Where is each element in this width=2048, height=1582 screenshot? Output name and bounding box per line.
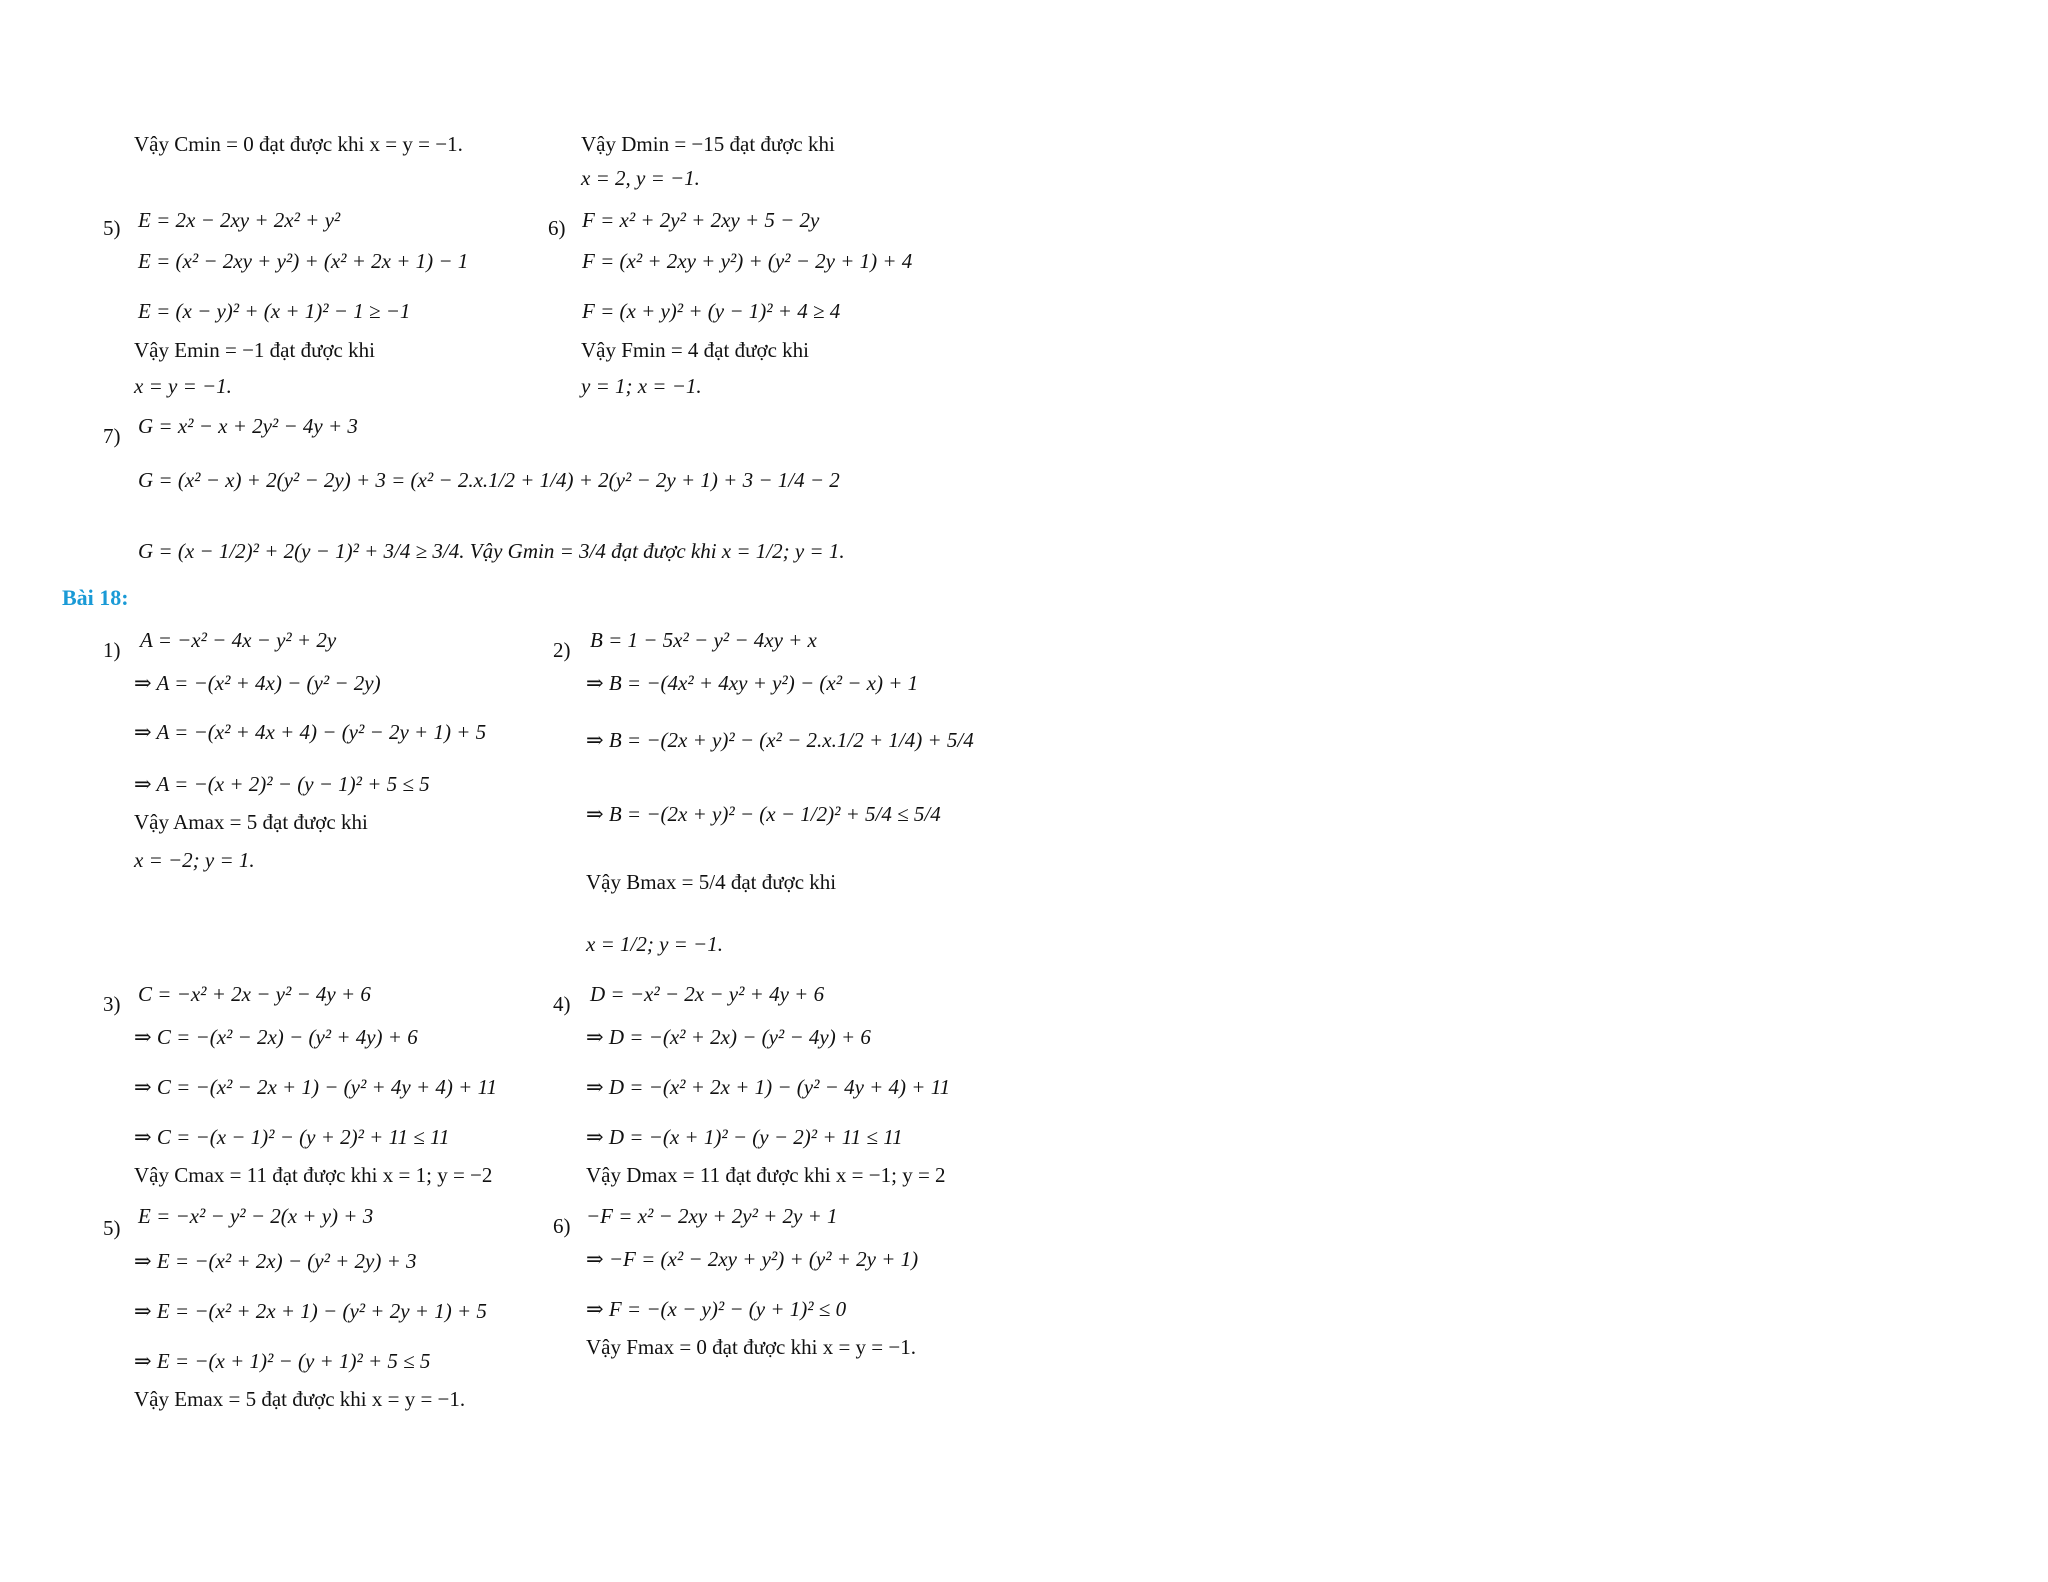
- conclusion-d-min-values: x = 2, y = −1.: [581, 166, 700, 190]
- conclusion-line: Vậy Dmax = 11 đạt được khi x = −1; y = 2: [586, 1163, 946, 1187]
- math-line: A = −x² − 4x − y² + 2y: [140, 628, 337, 652]
- math-line: ⇒ B = −(2x + y)² − (x − 1/2)² + 5/4 ≤ 5/4: [586, 802, 941, 826]
- math-line: ⇒ C = −(x² − 2x) − (y² + 4y) + 6: [134, 1025, 418, 1049]
- problem-number-5b: 5): [103, 1216, 121, 1240]
- math-line: ⇒ D = −(x + 1)² − (y − 2)² + 11 ≤ 11: [586, 1125, 903, 1149]
- math-line: C = −x² + 2x − y² − 4y + 6: [138, 982, 371, 1006]
- math-line: F = x² + 2y² + 2xy + 5 − 2y: [582, 208, 820, 232]
- math-line: E = (x² − 2xy + y²) + (x² + 2x + 1) − 1: [138, 249, 469, 273]
- math-line: ⇒ C = −(x − 1)² − (y + 2)² + 11 ≤ 11: [134, 1125, 450, 1149]
- math-line: B = 1 − 5x² − y² − 4xy + x: [590, 628, 817, 652]
- conclusion-values: x = −2; y = 1.: [134, 848, 255, 872]
- math-line: ⇒ −F = (x² − 2xy + y²) + (y² + 2y + 1): [586, 1247, 919, 1271]
- math-line: ⇒ E = −(x + 1)² − (y + 1)² + 5 ≤ 5: [134, 1349, 431, 1373]
- conclusion-d-min: Vậy Dmin = −15 đạt được khi: [581, 132, 835, 156]
- math-line: E = −x² − y² − 2(x + y) + 3: [138, 1204, 374, 1228]
- math-line: F = (x + y)² + (y − 1)² + 4 ≥ 4: [582, 299, 841, 323]
- conclusion-values: x = y = −1.: [134, 374, 232, 398]
- math-line: E = 2x − 2xy + 2x² + y²: [138, 208, 341, 232]
- conclusion-line: Vậy Emax = 5 đạt được khi x = y = −1.: [134, 1387, 466, 1411]
- problem-number-1: 1): [103, 638, 121, 662]
- conclusion-line: Vậy Amax = 5 đạt được khi: [134, 810, 368, 834]
- conclusion-c-min: Vậy Cmin = 0 đạt được khi x = y = −1.: [134, 132, 463, 156]
- math-line: ⇒ F = −(x − y)² − (y + 1)² ≤ 0: [586, 1297, 847, 1321]
- math-line: ⇒ D = −(x² + 2x + 1) − (y² − 4y + 4) + 11: [586, 1075, 951, 1099]
- section-heading: Bài 18:: [62, 585, 129, 610]
- math-line: ⇒ B = −(4x² + 4xy + y²) − (x² − x) + 1: [586, 671, 919, 695]
- math-line: ⇒ D = −(x² + 2x) − (y² − 4y) + 6: [586, 1025, 871, 1049]
- math-line: G = x² − x + 2y² − 4y + 3: [138, 414, 358, 438]
- math-line: F = (x² + 2xy + y²) + (y² − 2y + 1) + 4: [582, 249, 913, 273]
- math-line: ⇒ B = −(2x + y)² − (x² − 2.x.1/2 + 1/4) + 5/4: [586, 728, 974, 752]
- conclusion-line: Vậy Emin = −1 đạt được khi: [134, 338, 375, 362]
- math-line: E = (x − y)² + (x + 1)² − 1 ≥ −1: [138, 299, 411, 323]
- math-line: −F = x² − 2xy + 2y² + 2y + 1: [586, 1204, 838, 1228]
- math-line: ⇒ E = −(x² + 2x + 1) − (y² + 2y + 1) + 5: [134, 1299, 487, 1323]
- conclusion-line: Vậy Bmax = 5/4 đạt được khi: [586, 870, 837, 894]
- problem-number-2: 2): [553, 638, 571, 662]
- math-line: ⇒ A = −(x² + 4x) − (y² − 2y): [134, 671, 381, 695]
- conclusion-values: x = 1/2; y = −1.: [586, 932, 723, 956]
- math-line: ⇒ C = −(x² − 2x + 1) − (y² + 4y + 4) + 11: [134, 1075, 498, 1099]
- problem-number-3: 3): [103, 992, 121, 1016]
- math-line: G = (x² − x) + 2(y² − 2y) + 3 = (x² − 2.x.1/2 + 1/4) + 2(y² − 2y + 1) + 3 − 1/4 − 2: [138, 468, 840, 492]
- math-line: ⇒ A = −(x² + 4x + 4) − (y² − 2y + 1) + 5: [134, 720, 487, 744]
- problem-number-4: 4): [553, 992, 571, 1016]
- problem-number-5: 5): [103, 216, 121, 240]
- conclusion-line: Vậy Fmin = 4 đạt được khi: [581, 338, 809, 362]
- problem-number-6: 6): [548, 216, 566, 240]
- math-line: ⇒ E = −(x² + 2x) − (y² + 2y) + 3: [134, 1249, 417, 1273]
- math-line: D = −x² − 2x − y² + 4y + 6: [590, 982, 825, 1006]
- conclusion-line: Vậy Cmax = 11 đạt được khi x = 1; y = −2: [134, 1163, 493, 1187]
- problem-number-7: 7): [103, 424, 121, 448]
- math-line: ⇒ A = −(x + 2)² − (y − 1)² + 5 ≤ 5: [134, 772, 430, 796]
- math-line: G = (x − 1/2)² + 2(y − 1)² + 3/4 ≥ 3/4. Vậy Gmin = 3/4 đạt được khi x = 1/2; y = 1.: [138, 539, 845, 563]
- conclusion-values: y = 1; x = −1.: [581, 374, 702, 398]
- conclusion-line: Vậy Fmax = 0 đạt được khi x = y = −1.: [586, 1335, 916, 1359]
- problem-number-6b: 6): [553, 1214, 571, 1238]
